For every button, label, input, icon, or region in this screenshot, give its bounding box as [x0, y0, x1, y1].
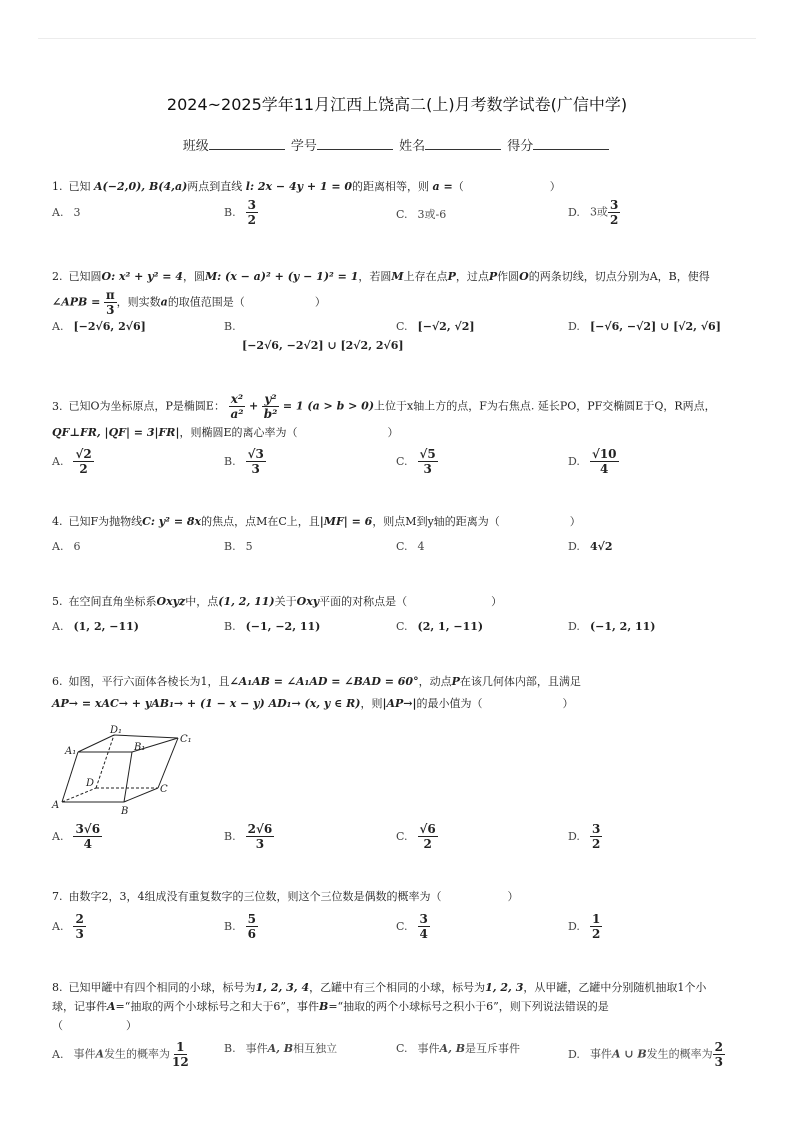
q1-option-b[interactable]: B. $\frac{3}{2}$: [224, 198, 256, 227]
question-8: 8. 已知甲罐中有四个相同的小球，标号为1, 2, 3, 4，乙罐中有三个相同的小球，标号为1, 2, 3，从甲罐，乙罐中分别随机抽取1个小 球，记事件A=“抽取的两个小球标号之和大于6”，事件B=“抽取的两个小球标号之积小于6”，则下列说法错误的是 （ ）: [52, 981, 707, 1032]
score-blank[interactable]: [533, 137, 609, 150]
q6-option-d[interactable]: D. $\frac{3}{2}$: [568, 822, 601, 851]
q6-option-b[interactable]: B. $\frac{2√6}{3}$: [224, 822, 273, 851]
q5-option-a[interactable]: A. (1, 2, −11): [52, 620, 140, 633]
name-label: 姓名: [399, 139, 426, 154]
q5-option-c[interactable]: C. (2, 1, −11): [396, 620, 484, 633]
q4-option-a[interactable]: A. 6: [52, 540, 81, 553]
q3-option-a[interactable]: A. $\frac{√2}{2}$: [52, 447, 92, 476]
q1-option-d[interactable]: D. 3或 $\frac{3}{2}$: [568, 198, 619, 227]
page-title: 2024~2025学年11月江西上饶高二(上)月考数学试卷(广信中学): [166, 95, 628, 114]
q7-option-b[interactable]: B. $\frac{5}{6}$: [224, 912, 256, 941]
score-label: 得分: [507, 139, 534, 154]
id-blank[interactable]: [317, 137, 393, 150]
question-2: 2. 已知圆O: x² + y² = 4，圆M: (x − a)² + (y − 1)² = 1，若圆M上存在点P，过点P作圆O的两条切线，切点分别为A，B，使得 ∠APB = $\frac{\pi}{3}$ ，则实数a的取值范围是（ ）: [52, 270, 710, 317]
class-blank[interactable]: [209, 137, 285, 150]
class-label: 班级: [182, 139, 209, 154]
q7-option-d[interactable]: D. $\frac{1}{2}$: [568, 912, 601, 941]
label-d1: D₁: [110, 725, 123, 736]
q8-option-b[interactable]: B. 事件A, B相互独立: [224, 1042, 338, 1055]
q3-option-c[interactable]: C. $\frac{√5}{3}$: [396, 447, 436, 476]
question-5: 5. 在空间直角坐标系Oxyz中，点(1, 2, 11)关于Oxy平面的对称点是（ ）: [52, 595, 503, 608]
edge-b-b1: [124, 752, 132, 802]
top-rule: [38, 38, 756, 39]
label-a1: A₁: [65, 746, 77, 757]
q6-option-a[interactable]: A. $\frac{3√6}{4}$: [52, 822, 101, 851]
q4-option-b[interactable]: B. 5: [224, 540, 253, 553]
edge-d-d1: [96, 735, 114, 788]
edge-b-c: [124, 788, 158, 802]
question-3: 3. 已知O为坐标原点，P是椭圆E： $\frac{\text{x²}}{\text{a²}}$ + $\frac{\text{y²}}{\text{b²}}$ = 1 (a > b > 0)上位于x轴上方的点，F为右焦点. 延长PO，PF交椭圆E于Q，R两点， QF⊥FR, |QF| = 3|FR|，则椭圆E的离心率为（ ）: [52, 392, 716, 439]
q5-option-d[interactable]: D. (−1, 2, 11): [568, 620, 656, 633]
q2-option-d[interactable]: D. [−√6, −√2] ∪ [√2, √6]: [568, 320, 721, 333]
q1-option-c[interactable]: C. 3或-6: [396, 208, 447, 221]
label-a: A: [52, 800, 60, 811]
question-7: 7. 由数字2，3，4组成没有重复数字的三位数，则这个三位数是偶数的概率为（ ）: [52, 890, 519, 903]
q4-option-d[interactable]: D. 4√2: [568, 540, 613, 553]
question-1: 1. 已知 A(−2,0), B(4,a)两点到直线 l: 2x − 4y + 1 = 0的距离相等，则 a =（ ）: [52, 180, 561, 193]
student-info-line: [0, 135, 794, 154]
q8-option-a[interactable]: A. 事件A发生的概率为 $\frac{1}{12}$: [52, 1040, 189, 1069]
question-4: 4. 已知F为抛物线C: y² = 8x的焦点，点M在C上，且|MF| = 6，则点M到y轴的距离为（ ）: [52, 515, 581, 528]
q1-option-a[interactable]: A. 3: [52, 206, 81, 219]
q2-option-b-value: [−2√6, −2√2] ∪ [2√2, 2√6]: [242, 339, 404, 352]
edge-d1-c1: [114, 735, 178, 738]
q5-option-b[interactable]: B. (−1, −2, 11): [224, 620, 321, 633]
edge-c-c1: [158, 738, 178, 788]
q3-option-b[interactable]: B. $\frac{√3}{3}$: [224, 447, 264, 476]
q8-option-c[interactable]: C. 事件A, B是互斥事件: [396, 1042, 521, 1055]
edge-a-a1: [62, 752, 78, 802]
q3-option-d[interactable]: D. $\frac{√10}{4}$: [568, 447, 617, 476]
q8-option-d[interactable]: D. 事件A ∪ B发生的概率为 $\frac{2}{3}$: [568, 1040, 724, 1069]
edge-a-d: [62, 788, 96, 802]
parallelepiped-figure: [50, 722, 210, 818]
label-d: D: [86, 778, 95, 789]
q6-option-c[interactable]: C. $\frac{√6}{2}$: [396, 822, 436, 851]
q2-option-b[interactable]: B.: [224, 320, 236, 333]
name-blank[interactable]: [425, 137, 501, 150]
label-b: B: [121, 806, 129, 817]
q2-option-c[interactable]: C. [−√2, √2]: [396, 320, 475, 333]
label-c: C: [160, 784, 168, 795]
label-c1: C₁: [180, 734, 192, 745]
q7-option-a[interactable]: A. $\frac{2}{3}$: [52, 912, 84, 941]
question-6: 6. 如图，平行六面体各棱长为1，且∠A₁AB = ∠A₁AD = ∠BAD = 60°，动点P在该几何体内部，且满足 AP→ = xAC→ + yAB₁→ + (1 − x − y) AD₁→ (x, y ∈ R)，则|AP→|的最小值为（ ）: [52, 675, 581, 710]
id-label: 学号: [290, 139, 317, 154]
label-b1: B₁: [134, 742, 146, 753]
q7-option-c[interactable]: C. $\frac{3}{4}$: [396, 912, 428, 941]
q2-option-a[interactable]: A. [−2√6, 2√6]: [52, 320, 146, 333]
q4-option-c[interactable]: C. 4: [396, 540, 425, 553]
